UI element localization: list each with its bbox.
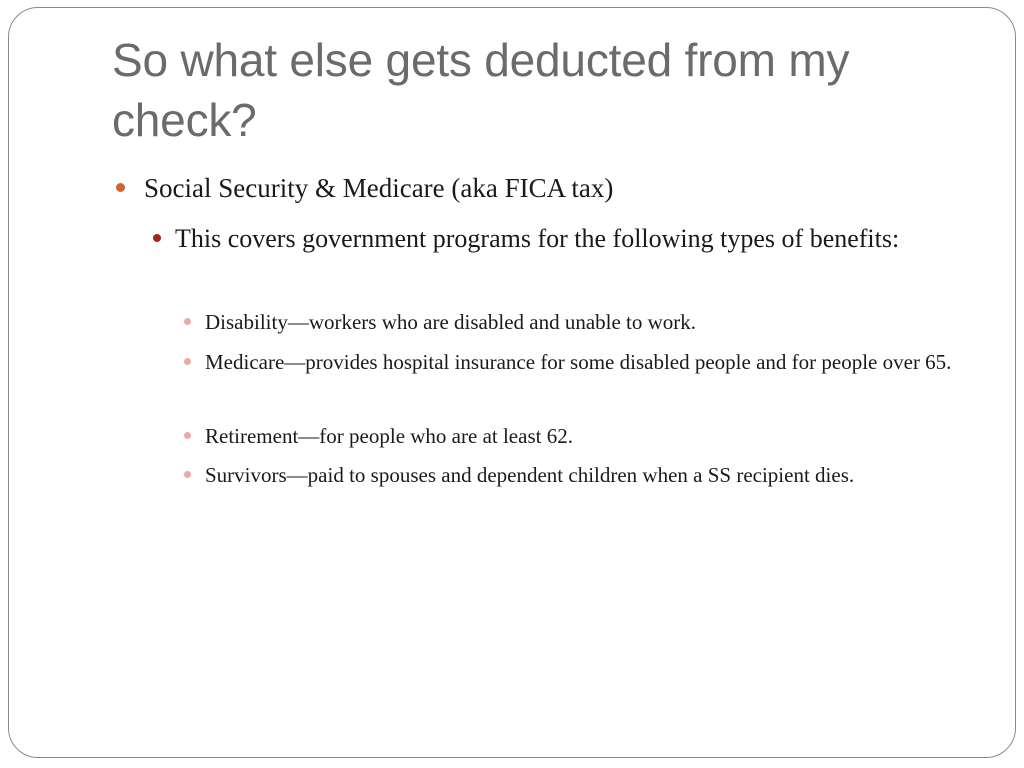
bullet-survivors [205,458,965,493]
bullet-disability [205,305,965,340]
bullet-dot-icon [184,432,191,439]
bullet-dot-icon [116,183,125,192]
bullet-dot-icon [184,358,191,365]
bullet-text: Disability—workers who are disabled and unable to work. [205,310,697,334]
bullet-retirement [205,419,965,454]
bullet-dot-icon [153,234,161,242]
bullet-level2 [175,220,935,257]
bullet-text: Social Security & Medicare (aka FICA tax) [144,173,614,203]
bullet-text: Medicare—provides hospital insurance for some disabled people and for people over 65. [205,350,952,374]
slide-title: So what else gets deducted from my check? [112,34,850,146]
bullet-dot-icon [184,318,191,325]
bullet-level1 [144,170,964,207]
bullet-medicare [205,345,965,380]
bullet-text: This covers government programs for the following types of benefits: [175,224,900,253]
bullet-text: Survivors—paid to spouses and dependent children when a SS recipient dies. [205,463,855,487]
bullet-text: Retirement—for people who are at least 62. [205,424,573,448]
bullet-dot-icon [184,471,191,478]
